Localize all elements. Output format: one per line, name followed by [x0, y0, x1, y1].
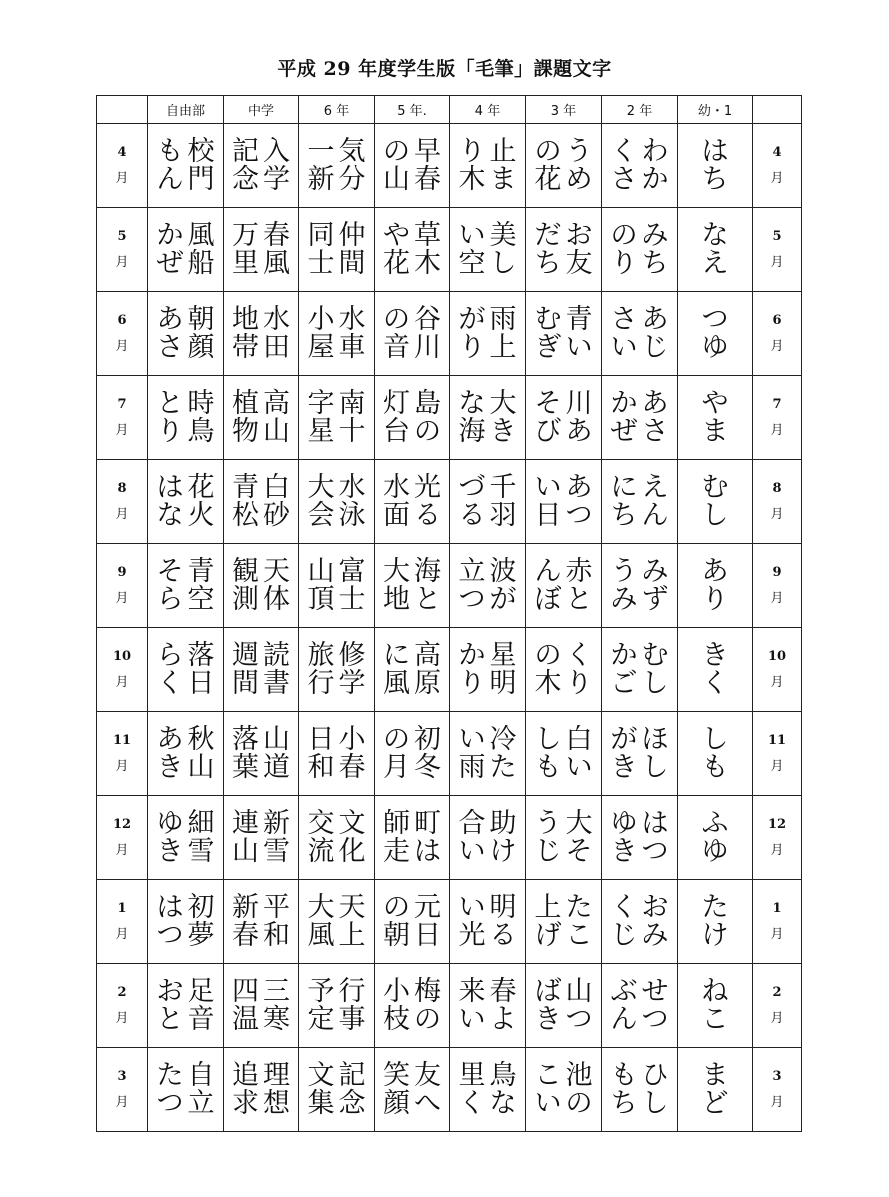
- character-cell: [224, 208, 299, 292]
- character-cell: [148, 376, 224, 460]
- month-label: [753, 628, 802, 712]
- character-text: み ち の り: [610, 219, 669, 279]
- character-cell: [148, 880, 224, 964]
- character-text: 秋 山 あ き: [156, 723, 215, 783]
- character-cell: [299, 292, 375, 376]
- character-cell: [375, 712, 450, 796]
- character-text: 大 そ う じ: [534, 807, 593, 867]
- character-cell: [678, 964, 753, 1048]
- character-cell: [450, 544, 526, 628]
- character-text: 大 き な 海: [458, 387, 517, 447]
- character-text: ほ し が き: [610, 723, 669, 783]
- column-header: 6 年: [299, 96, 375, 124]
- character-cell: [526, 880, 602, 964]
- character-text: 美 し い 空: [458, 219, 517, 279]
- character-text: た け: [701, 891, 729, 951]
- month-label: [97, 292, 148, 376]
- month-unit: 月: [115, 842, 129, 858]
- character-text: 水 車 小 屋: [307, 303, 366, 363]
- month-number: 6: [117, 312, 127, 328]
- character-cell: [678, 1048, 753, 1132]
- character-cell: [148, 796, 224, 880]
- character-text: あ り: [701, 555, 729, 615]
- character-cell: [678, 628, 753, 712]
- character-cell: [602, 1048, 678, 1132]
- character-text: 天 体 観 測: [232, 555, 290, 615]
- month-unit: 月: [115, 758, 129, 774]
- character-cell: [224, 376, 299, 460]
- character-text: 赤 と ん ぼ: [534, 555, 593, 615]
- table-row: [97, 712, 802, 796]
- character-cell: [450, 964, 526, 1048]
- month-number: 4: [117, 144, 127, 160]
- character-cell: [375, 376, 450, 460]
- month-number: 7: [117, 396, 127, 412]
- month-label: [753, 880, 802, 964]
- character-text: あ つ い 日: [534, 471, 593, 531]
- table-row: [97, 1048, 802, 1132]
- character-cell: [450, 460, 526, 544]
- table-row: [97, 292, 802, 376]
- character-cell: [678, 208, 753, 292]
- month-number: 3: [117, 1068, 127, 1084]
- character-cell: [224, 124, 299, 208]
- month-number: 4: [772, 144, 782, 160]
- character-text: ひ し も ち: [610, 1059, 669, 1119]
- character-cell: [526, 292, 602, 376]
- month-number: 8: [772, 480, 782, 496]
- character-text: 初 冬 の 月: [383, 723, 441, 783]
- month-unit: 月: [770, 338, 784, 354]
- character-text: 読 書 週 間: [232, 639, 290, 699]
- character-text: は ち: [701, 135, 729, 195]
- character-text: 明 る い 光: [458, 891, 517, 951]
- month-label: [753, 544, 802, 628]
- table-row: [97, 964, 802, 1048]
- month-label: [753, 1048, 802, 1132]
- month-label: [97, 208, 148, 292]
- month-unit: 月: [115, 590, 129, 606]
- character-text: 谷 川 の 音: [383, 303, 441, 363]
- character-text: 行 事 予 定: [307, 975, 366, 1035]
- character-cell: [148, 124, 224, 208]
- month-number: 5: [117, 228, 127, 244]
- month-label: [97, 880, 148, 964]
- month-number: 10: [112, 648, 132, 664]
- character-cell: [526, 628, 602, 712]
- character-cell: [299, 460, 375, 544]
- character-cell: [299, 208, 375, 292]
- month-label: [753, 376, 802, 460]
- character-cell: [678, 880, 753, 964]
- month-label: [97, 796, 148, 880]
- month-label: [753, 208, 802, 292]
- character-cell: [375, 544, 450, 628]
- character-text: 春 風 万 里: [232, 219, 290, 279]
- character-text: お 友 だ ち: [534, 219, 593, 279]
- character-cell: [299, 1048, 375, 1132]
- character-text: 修 学 旅 行: [307, 639, 366, 699]
- character-cell: [148, 1048, 224, 1132]
- column-header: 2 年: [602, 96, 678, 124]
- table-row: [97, 208, 802, 292]
- character-cell: [148, 544, 224, 628]
- character-text: は つ ゆ き: [610, 807, 669, 867]
- month-number: 3: [772, 1068, 782, 1084]
- character-cell: [602, 964, 678, 1048]
- character-cell: [375, 964, 450, 1048]
- character-cell: [602, 712, 678, 796]
- character-cell: [375, 796, 450, 880]
- character-text: 落 日 ら く: [156, 639, 215, 699]
- character-text: う め の 花: [534, 135, 593, 195]
- character-text: 三 寒 四 温: [232, 975, 290, 1035]
- character-text: せ つ ぶ ん: [610, 975, 669, 1035]
- character-cell: [678, 376, 753, 460]
- month-unit: 月: [115, 170, 129, 186]
- character-text: え ん に ち: [610, 471, 669, 531]
- page-title: 平成 29 年度学生版「毛筆」課題文字: [277, 58, 612, 80]
- month-unit: 月: [770, 1010, 784, 1026]
- character-cell: [299, 544, 375, 628]
- month-number: 8: [117, 480, 127, 496]
- character-text: む し か ご: [610, 639, 669, 699]
- character-cell: [602, 124, 678, 208]
- month-number: 10: [767, 648, 787, 664]
- character-text: つ ゆ: [701, 303, 729, 363]
- month-unit: 月: [770, 170, 784, 186]
- character-text: 水 田 地 帯: [232, 303, 290, 363]
- month-label: [97, 544, 148, 628]
- month-number: 7: [772, 396, 782, 412]
- character-cell: [299, 628, 375, 712]
- character-text: き く: [701, 639, 729, 699]
- character-text: 鳥 な 里 く: [458, 1059, 517, 1119]
- character-text: わ か く さ: [610, 135, 669, 195]
- character-text: 気 分 一 新: [307, 135, 366, 195]
- character-text: 新 雪 連 山: [232, 807, 290, 867]
- month-unit: 月: [770, 506, 784, 522]
- character-cell: [148, 628, 224, 712]
- character-text: 文 化 交 流: [307, 807, 366, 867]
- character-text: ね こ: [701, 975, 729, 1035]
- character-cell: [450, 712, 526, 796]
- table-row: [97, 376, 802, 460]
- month-unit: 月: [115, 422, 129, 438]
- character-cell: [526, 544, 602, 628]
- character-text: 天 上 大 風: [307, 891, 366, 951]
- character-cell: [526, 964, 602, 1048]
- character-text: 池 の こ い: [534, 1059, 593, 1119]
- character-cell: [450, 628, 526, 712]
- month-unit: 月: [115, 1010, 129, 1026]
- table-row: [97, 628, 802, 712]
- character-text: 青 空 そ ら: [156, 555, 215, 615]
- month-unit: 月: [770, 254, 784, 270]
- character-text: 町 は 師 走: [383, 807, 441, 867]
- character-cell: [375, 292, 450, 376]
- character-cell: [224, 712, 299, 796]
- character-cell: [224, 796, 299, 880]
- character-cell: [299, 796, 375, 880]
- character-cell: [526, 124, 602, 208]
- character-text: 波 が 立 つ: [458, 555, 517, 615]
- character-text: 時 鳥 と り: [156, 387, 215, 447]
- month-number: 11: [767, 732, 787, 748]
- character-cell: [299, 712, 375, 796]
- column-header: 幼・1: [678, 96, 753, 124]
- month-unit: 月: [770, 1094, 784, 1110]
- column-header: 4 年: [450, 96, 526, 124]
- character-text: 水 泳 大 会: [307, 471, 366, 531]
- character-cell: [450, 292, 526, 376]
- month-unit: 月: [770, 674, 784, 690]
- character-text: ふ ゆ: [701, 807, 729, 867]
- character-cell: [224, 544, 299, 628]
- month-label: [97, 628, 148, 712]
- character-cell: [602, 460, 678, 544]
- month-number: 11: [112, 732, 132, 748]
- character-cell: [678, 796, 753, 880]
- character-cell: [602, 628, 678, 712]
- character-cell: [678, 124, 753, 208]
- character-cell: [148, 292, 224, 376]
- character-text: 風 船 か ぜ: [156, 219, 215, 279]
- character-text: 入 学 記 念: [232, 135, 290, 195]
- character-text: 小 春 日 和: [307, 723, 366, 783]
- character-cell: [602, 292, 678, 376]
- month-number: 1: [772, 900, 782, 916]
- table-row: [97, 796, 802, 880]
- character-cell: [375, 1048, 450, 1132]
- character-cell: [602, 376, 678, 460]
- character-text: ま ど: [701, 1059, 729, 1119]
- character-text: 白 砂 青 松: [232, 471, 290, 531]
- character-cell: [678, 544, 753, 628]
- character-text: み ず う み: [610, 555, 669, 615]
- month-label: [97, 712, 148, 796]
- character-text: 元 日 の 朝: [383, 891, 441, 951]
- character-cell: [375, 124, 450, 208]
- character-cell: [148, 964, 224, 1048]
- character-cell: [602, 880, 678, 964]
- character-text: 花 火 は な: [156, 471, 215, 531]
- column-header: 3 年: [526, 96, 602, 124]
- character-cell: [224, 880, 299, 964]
- character-cell: [602, 544, 678, 628]
- character-text: 春 よ 来 い: [458, 975, 517, 1035]
- character-text: 光 る 水 面: [383, 471, 441, 531]
- character-text: く り の 木: [534, 639, 593, 699]
- character-text: な え: [701, 219, 729, 279]
- character-cell: [224, 460, 299, 544]
- character-cell: [148, 460, 224, 544]
- character-cell: [299, 964, 375, 1048]
- month-number: 5: [772, 228, 782, 244]
- character-text: 南 十 字 星: [307, 387, 366, 447]
- month-number: 9: [117, 564, 127, 580]
- character-cell: [148, 208, 224, 292]
- character-text: 初 夢 は つ: [156, 891, 215, 951]
- character-text: 理 想 追 求: [232, 1059, 290, 1119]
- character-text: 細 雪 ゆ き: [156, 807, 215, 867]
- character-cell: [224, 292, 299, 376]
- character-cell: [450, 376, 526, 460]
- character-text: 冷 た い 雨: [458, 723, 517, 783]
- character-text: む し: [701, 471, 729, 531]
- character-text: 山 道 落 葉: [232, 723, 290, 783]
- month-unit: 月: [115, 926, 129, 942]
- assignment-table: [96, 95, 802, 1132]
- character-cell: [375, 208, 450, 292]
- month-number: 12: [767, 816, 787, 832]
- month-number: 2: [117, 984, 127, 1000]
- character-cell: [602, 208, 678, 292]
- month-label: [97, 964, 148, 1048]
- character-cell: [224, 1048, 299, 1132]
- table-row: [97, 124, 802, 208]
- header-row: [97, 96, 802, 124]
- character-cell: [375, 628, 450, 712]
- month-unit: 月: [770, 422, 784, 438]
- character-text: あ じ さ い: [610, 303, 669, 363]
- character-cell: [602, 796, 678, 880]
- character-cell: [526, 460, 602, 544]
- character-text: 星 明 か り: [458, 639, 517, 699]
- character-text: 青 い む ぎ: [534, 303, 593, 363]
- character-cell: [299, 124, 375, 208]
- character-cell: [678, 712, 753, 796]
- month-unit: 月: [115, 1094, 129, 1110]
- column-header: 自由部: [148, 96, 224, 124]
- character-cell: [224, 628, 299, 712]
- character-cell: [375, 880, 450, 964]
- month-unit: 月: [115, 506, 129, 522]
- month-unit: 月: [115, 254, 129, 270]
- character-text: た こ 上 げ: [534, 891, 593, 951]
- character-cell: [678, 292, 753, 376]
- month-number: 9: [772, 564, 782, 580]
- character-cell: [526, 208, 602, 292]
- character-text: 川 あ そ び: [534, 387, 593, 447]
- character-text: あ さ か ぜ: [610, 387, 669, 447]
- character-text: 海 と 大 地: [383, 555, 441, 615]
- column-header: [97, 96, 148, 124]
- character-text: し も: [701, 723, 729, 783]
- month-unit: 月: [115, 338, 129, 354]
- character-text: 梅 の 小 枝: [383, 975, 441, 1035]
- character-cell: [678, 460, 753, 544]
- month-unit: 月: [770, 590, 784, 606]
- character-text: お み く じ: [610, 891, 669, 951]
- character-cell: [299, 880, 375, 964]
- character-cell: [526, 712, 602, 796]
- character-text: 平 和 新 春: [232, 891, 290, 951]
- character-cell: [224, 964, 299, 1048]
- character-cell: [299, 376, 375, 460]
- character-text: 富 士 山 頂: [307, 555, 366, 615]
- character-text: 朝 顔 あ さ: [156, 303, 215, 363]
- character-cell: [450, 880, 526, 964]
- month-number: 2: [772, 984, 782, 1000]
- character-cell: [526, 796, 602, 880]
- month-label: [753, 460, 802, 544]
- character-text: 草 木 や 花: [383, 219, 441, 279]
- month-number: 1: [117, 900, 127, 916]
- character-text: 記 念 文 集: [307, 1059, 366, 1119]
- month-label: [753, 964, 802, 1048]
- character-cell: [148, 712, 224, 796]
- character-text: 友 へ 笑 顔: [383, 1059, 441, 1119]
- column-header: 中学: [224, 96, 299, 124]
- table-row: [97, 460, 802, 544]
- character-text: 高 原 に 風: [383, 639, 441, 699]
- month-unit: 月: [770, 842, 784, 858]
- month-number: 12: [112, 816, 132, 832]
- character-text: 白 い し も: [534, 723, 593, 783]
- month-unit: 月: [770, 758, 784, 774]
- character-text: や ま: [701, 387, 729, 447]
- month-number: 6: [772, 312, 782, 328]
- character-text: 自 立 た つ: [156, 1059, 215, 1119]
- character-cell: [526, 376, 602, 460]
- character-text: 早 春 の 山: [383, 135, 441, 195]
- character-text: 山 つ ば き: [534, 975, 593, 1035]
- month-label: [97, 1048, 148, 1132]
- month-label: [753, 712, 802, 796]
- character-text: 島 の 灯 台: [383, 387, 441, 447]
- month-unit: 月: [115, 674, 129, 690]
- character-cell: [450, 1048, 526, 1132]
- table-row: [97, 880, 802, 964]
- character-cell: [526, 1048, 602, 1132]
- column-header: 5 年.: [375, 96, 450, 124]
- column-header: [753, 96, 802, 124]
- character-text: 校 門 も ん: [156, 135, 215, 195]
- character-text: 仲 間 同 士: [307, 219, 366, 279]
- character-cell: [375, 460, 450, 544]
- character-text: 足 音 お と: [156, 975, 215, 1035]
- character-cell: [450, 124, 526, 208]
- month-unit: 月: [770, 926, 784, 942]
- month-label: [753, 796, 802, 880]
- character-text: 高 山 植 物: [232, 387, 290, 447]
- character-cell: [450, 796, 526, 880]
- month-label: [97, 460, 148, 544]
- character-text: 止 ま り 木: [458, 135, 517, 195]
- month-label: [753, 124, 802, 208]
- month-label: [753, 292, 802, 376]
- character-text: 雨 上 が り: [458, 303, 517, 363]
- character-cell: [450, 208, 526, 292]
- table-row: [97, 544, 802, 628]
- month-label: [97, 376, 148, 460]
- month-label: [97, 124, 148, 208]
- character-text: 助 け 合 い: [458, 807, 517, 867]
- character-text: 千 羽 づ る: [458, 471, 517, 531]
